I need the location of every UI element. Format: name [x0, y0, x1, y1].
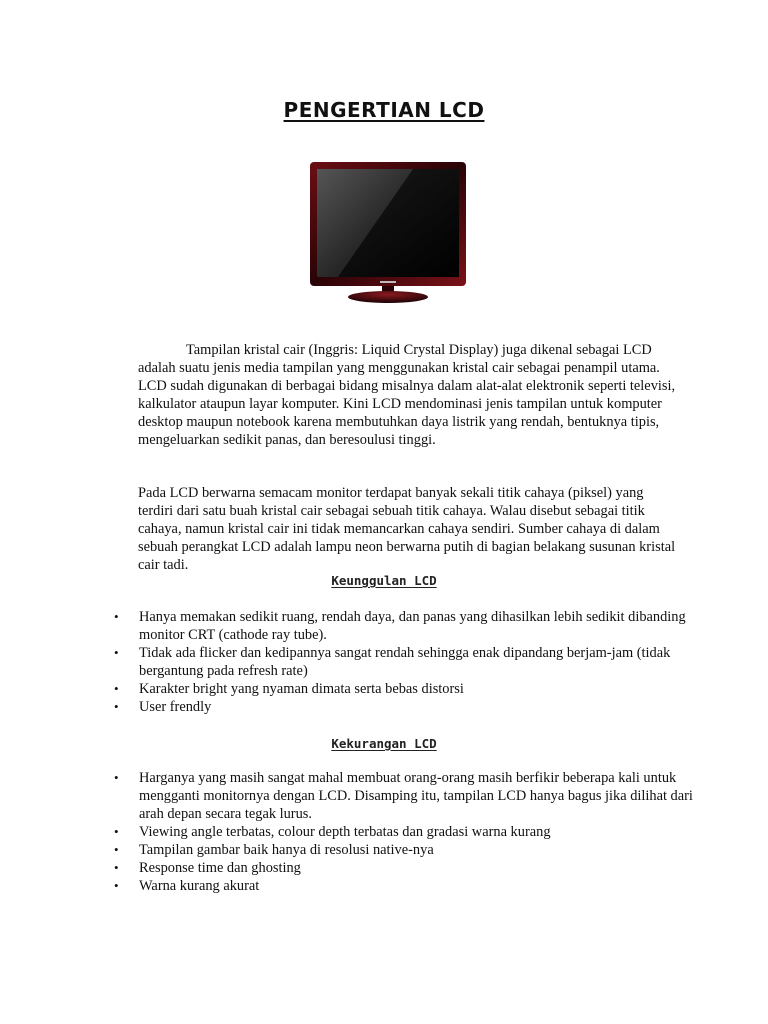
- list-item: • Warna kurang akurat: [0, 877, 700, 895]
- list-item: • Harganya yang masih sangat mahal membuat orang-orang masih berfikir beberapa kali untuk mengganti monitornya dengan LCD. Disamping itu, tampilan LCD hanya bagus jika dilihat dari arah depan secara tegak lurus.: [0, 769, 700, 823]
- lcd-tv-image: [308, 160, 468, 310]
- advantages-list: [0, 608, 700, 716]
- list-item: • Response time dan ghosting: [0, 859, 700, 877]
- list-item: • Karakter bright yang nyaman dimata serta bebas distorsi: [0, 680, 700, 698]
- page-title: PENGERTIAN LCD: [283, 98, 485, 122]
- list-item: • Viewing angle terbatas, colour depth terbatas dan gradasi warna kurang: [0, 823, 700, 841]
- pixel-paragraph: Pada LCD berwarna semacam monitor terdapat banyak sekali titik cahaya (piksel) yang terdiri dari satu buah kristal cair sebagai sebuah titik cahaya. Walau disebut sebagai titik cahaya, namun kristal cair ini tidak memancarkan cahaya sendiri. Sumber cahaya di dalam sebuah perangkat LCD adalah lampu neon berwarna putih di bagian belakang susunan kristal cair tadi.: [138, 485, 676, 573]
- list-item: • Hanya memakan sedikit ruang, rendah daya, dan panas yang dihasilkan lebih sedikit dibanding monitor CRT (cathode ray tube).: [0, 608, 700, 644]
- lcd-tv-icon: [308, 160, 468, 305]
- list-item: • User frendly: [0, 698, 700, 716]
- list-item: • Tampilan gambar baik hanya di resolusi native-nya: [0, 841, 700, 859]
- list-item: • Tidak ada flicker dan kedipannya sangat rendah sehingga enak dipandang berjam-jam (tidak bergantung pada refresh rate): [0, 644, 700, 680]
- intro-paragraph: Tampilan kristal cair (Inggris: Liquid Crystal Display) juga dikenal sebagai LCD adalah suatu jenis media tampilan yang menggunakan kristal cair sebagai penampil utama. LCD sudah digunakan di berbagai bidang misalnya dalam alat-alat elektronik seperti televisi, kalkulator ataupun layar komputer. Kini LCD mendominasi jenis tampilan untuk komputer desktop maupun notebook karena membutuhkan daya listrik yang rendah, bentuknya tipis, mengeluarkan sedikit panas, dan beresoulusi tinggi.: [138, 342, 676, 448]
- disadvantages-list: [0, 769, 700, 895]
- advantages-heading: Keunggulan LCD: [331, 573, 437, 588]
- disadvantages-heading: Kekurangan LCD: [331, 736, 437, 751]
